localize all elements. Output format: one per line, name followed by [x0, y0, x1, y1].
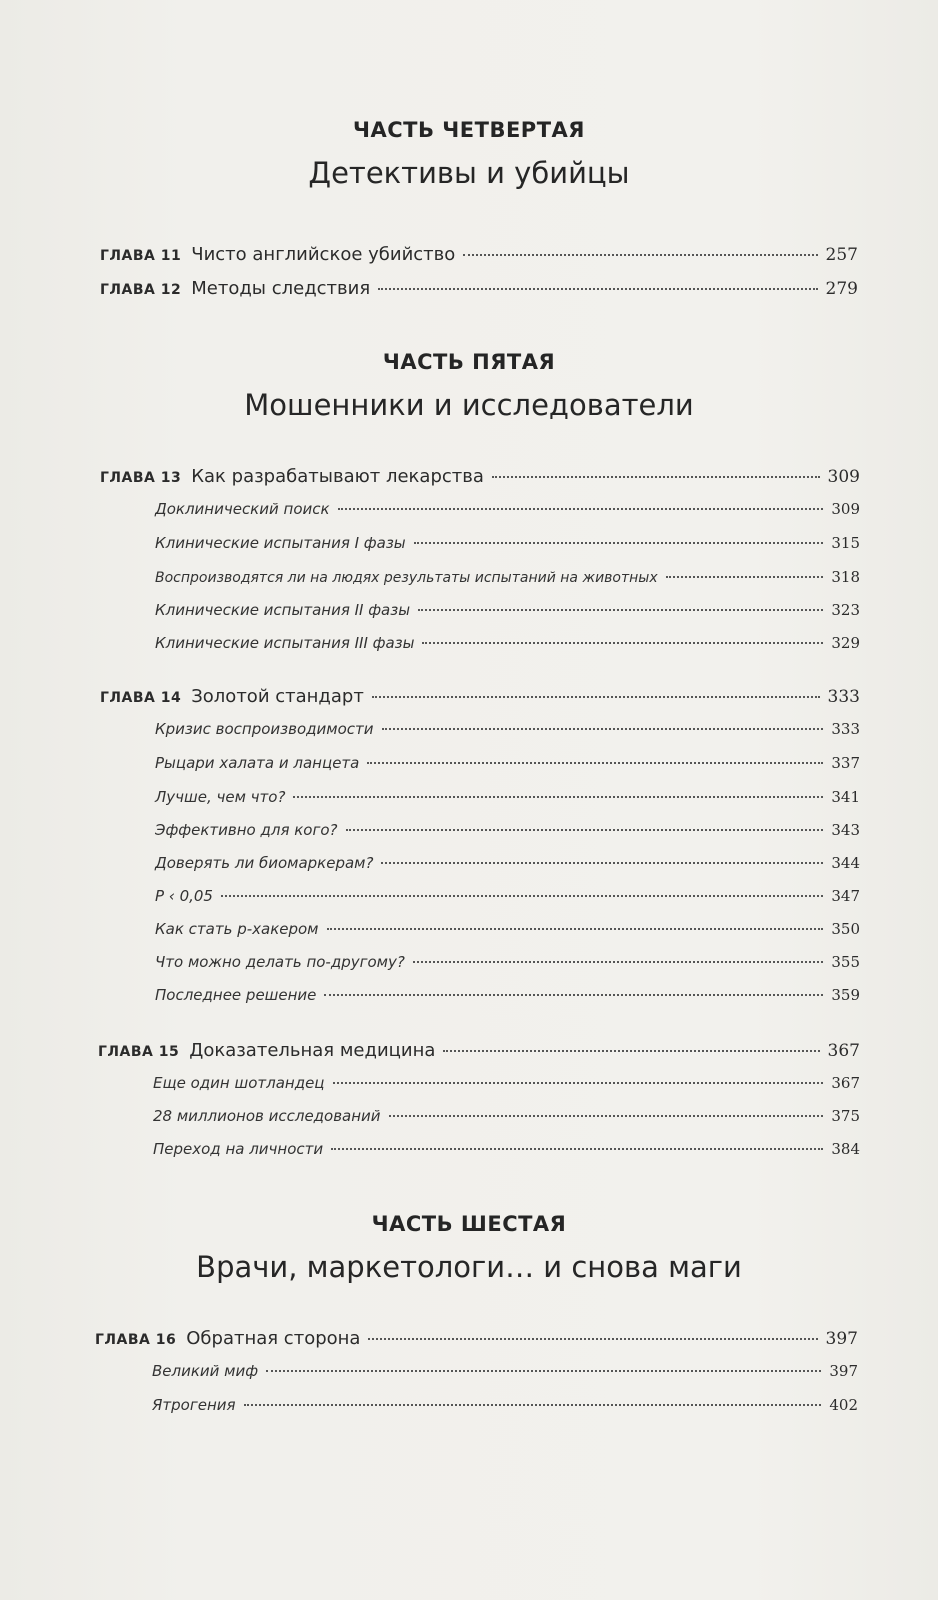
chapter-number: ГЛАВА 14	[100, 690, 182, 706]
dot-leader	[221, 895, 823, 897]
chapter-title: Как разрабатывают лекарства	[191, 466, 484, 487]
section-title: Воспроизводятся ли на людях результаты испытаний на животных	[155, 570, 658, 586]
page-number: 367	[827, 1041, 860, 1061]
page-number: 329	[831, 634, 860, 652]
page-number: 257	[825, 245, 858, 265]
part-title: Детективы и убийцы	[308, 156, 630, 190]
page-number: 341	[831, 788, 860, 806]
chapter-title: Обратная сторона	[186, 1328, 361, 1349]
page-number: 355	[831, 953, 860, 971]
page-number: 397	[829, 1362, 858, 1380]
section-row[interactable]	[155, 534, 860, 552]
chapter-title: Методы следствия	[191, 278, 371, 299]
dot-leader	[324, 994, 823, 996]
dot-leader	[378, 288, 817, 290]
section-title: Лучше, чем что?	[155, 788, 286, 806]
section-row[interactable]	[155, 986, 860, 1004]
dot-leader	[338, 508, 824, 510]
section-title: Кризис воспроизводимости	[155, 720, 374, 738]
section-row[interactable]	[155, 854, 860, 872]
page-number: 350	[831, 920, 860, 938]
section-title: Ятрогения	[152, 1396, 236, 1414]
dot-leader	[266, 1370, 821, 1372]
page-number: 323	[831, 601, 860, 619]
section-row[interactable]	[153, 1140, 860, 1158]
section-row[interactable]	[155, 568, 860, 586]
section-title: Клинические испытания II фазы	[155, 601, 411, 619]
section-row[interactable]	[155, 634, 860, 652]
section-title: Эффективно для кого?	[155, 821, 338, 839]
page-number: 384	[831, 1140, 860, 1158]
chapter-row[interactable]	[100, 278, 858, 299]
section-row[interactable]	[152, 1362, 858, 1380]
section-title: 28 миллионов исследований	[153, 1107, 381, 1125]
page-number: 309	[831, 500, 860, 518]
part-label: ЧАСТЬ ЧЕТВЕРТАЯ	[353, 118, 585, 142]
section-row[interactable]	[155, 720, 860, 738]
page-number: 333	[831, 720, 860, 738]
part-heading	[0, 350, 938, 422]
page-number: 367	[831, 1074, 860, 1092]
section-row[interactable]	[155, 821, 860, 839]
dot-leader	[413, 961, 824, 963]
dot-leader	[331, 1148, 823, 1150]
chapter-row[interactable]	[95, 1328, 858, 1349]
section-title: Переход на личности	[153, 1140, 324, 1158]
section-title: Рыцари халата и ланцета	[155, 754, 360, 772]
part-title: Мошенники и исследователи	[244, 388, 694, 422]
dot-leader	[463, 254, 817, 256]
chapter-number: ГЛАВА 12	[100, 282, 182, 298]
page-number: 375	[831, 1107, 860, 1125]
chapter-title: Чисто английское убийство	[191, 244, 456, 265]
dot-leader	[367, 762, 823, 764]
section-title: Как стать p-хакером	[155, 920, 319, 938]
dot-leader	[333, 1082, 824, 1084]
dot-leader	[422, 642, 823, 644]
chapter-number: ГЛАВА 13	[100, 470, 182, 486]
section-title: Клинические испытания I фазы	[155, 534, 406, 552]
dot-leader	[346, 829, 824, 831]
chapter-number: ГЛАВА 15	[98, 1044, 180, 1060]
page-number: 343	[831, 821, 860, 839]
page-number: 337	[831, 754, 860, 772]
section-row[interactable]	[155, 500, 860, 518]
dot-leader	[368, 1338, 817, 1340]
section-title: Доверять ли биомаркерам?	[155, 854, 374, 872]
page-number: 333	[827, 687, 860, 707]
page-number: 279	[825, 279, 858, 299]
page-number: 347	[831, 887, 860, 905]
part-title: Врачи, маркетологи… и снова маги	[196, 1250, 742, 1284]
dot-leader	[389, 1115, 824, 1117]
dot-leader	[418, 609, 823, 611]
section-row[interactable]	[155, 754, 860, 772]
part-label: ЧАСТЬ ПЯТАЯ	[382, 350, 556, 374]
chapter-title: Доказательная медицина	[189, 1040, 436, 1061]
dot-leader	[381, 862, 823, 864]
page-number: 315	[831, 534, 860, 552]
section-title: Последнее решение	[155, 986, 317, 1004]
dot-leader	[244, 1404, 822, 1406]
chapter-row[interactable]	[100, 466, 860, 487]
chapter-number: ГЛАВА 16	[95, 1332, 177, 1348]
chapter-number: ГЛАВА 11	[100, 248, 182, 264]
page-number: 309	[827, 467, 860, 487]
section-row[interactable]	[153, 1107, 860, 1125]
section-title: Великий миф	[152, 1362, 259, 1380]
chapter-row[interactable]	[100, 244, 858, 265]
chapter-row[interactable]	[100, 686, 860, 707]
page-number: 344	[831, 854, 860, 872]
section-row[interactable]	[155, 953, 860, 971]
page-number: 402	[829, 1396, 858, 1414]
section-title: Доклинический поиск	[155, 500, 330, 518]
page-number: 318	[831, 568, 860, 586]
dot-leader	[666, 576, 824, 578]
dot-leader	[492, 476, 820, 478]
section-title: Клинические испытания III фазы	[155, 634, 415, 652]
section-row[interactable]	[153, 1074, 860, 1092]
part-label: ЧАСТЬ ШЕСТАЯ	[371, 1212, 567, 1236]
page-number: 397	[825, 1329, 858, 1349]
dot-leader	[414, 542, 824, 544]
section-title: Что можно делать по-другому?	[155, 953, 405, 971]
part-heading	[0, 1212, 938, 1284]
section-title: P ‹ 0,05	[155, 887, 213, 905]
dot-leader	[372, 696, 820, 698]
section-row[interactable]	[155, 887, 860, 905]
part-heading	[0, 118, 938, 190]
chapter-row[interactable]	[98, 1040, 860, 1061]
dot-leader	[293, 796, 823, 798]
section-row[interactable]	[155, 601, 860, 619]
section-title: Еще один шотландец	[153, 1074, 325, 1092]
chapter-title: Золотой стандарт	[191, 686, 364, 707]
dot-leader	[382, 728, 824, 730]
dot-leader	[327, 928, 824, 930]
page-number: 359	[831, 986, 860, 1004]
dot-leader	[443, 1050, 819, 1052]
section-row[interactable]	[152, 1396, 858, 1414]
section-row[interactable]	[155, 920, 860, 938]
section-row[interactable]	[155, 788, 860, 806]
